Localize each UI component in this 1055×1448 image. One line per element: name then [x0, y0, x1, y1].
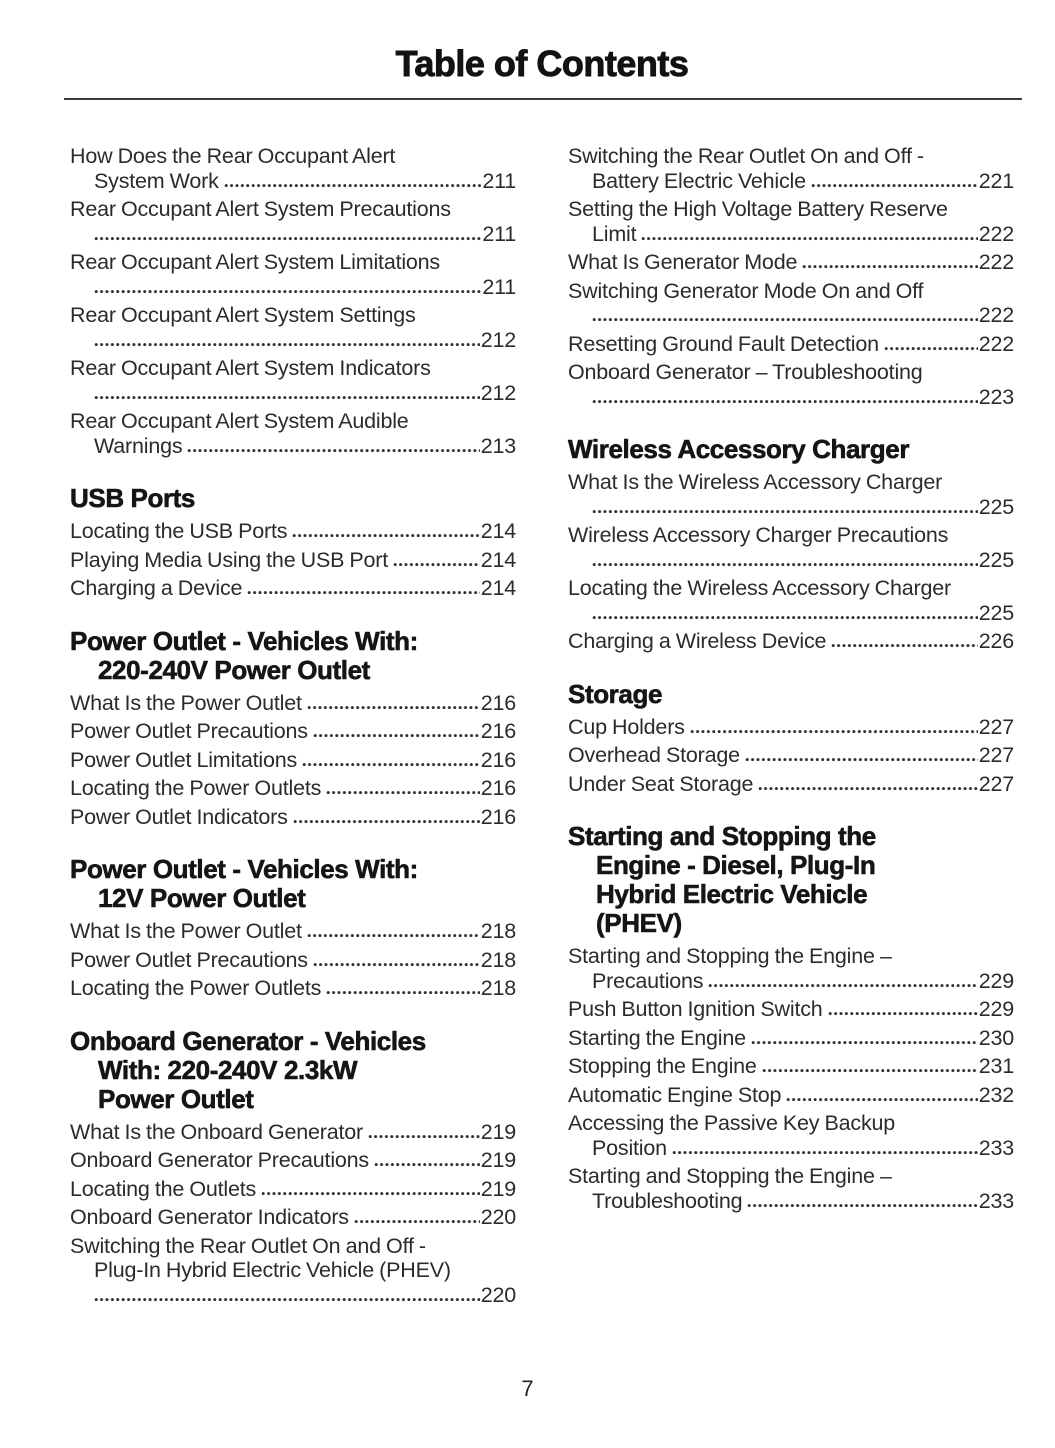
- entry-text: Power Outlet Precautions: [70, 947, 308, 972]
- dot-leader: [374, 1162, 480, 1167]
- entry-leader-line: [70, 748, 516, 773]
- entry-page-number: 214: [480, 547, 516, 572]
- entry-leader-line: [70, 948, 516, 973]
- entry-leader-line: [70, 576, 516, 601]
- dot-leader: [758, 786, 977, 791]
- entry-page-number: 231: [978, 1054, 1014, 1078]
- entry-leader-line: [568, 250, 1014, 275]
- dot-leader: [786, 1097, 977, 1102]
- entry-page-number: 219: [480, 1176, 516, 1201]
- toc-entry: [70, 1148, 516, 1173]
- dot-leader: [884, 346, 978, 351]
- section-heading-line: Engine - Diesel, Plug-In: [596, 850, 876, 880]
- entry-page-number: 227: [978, 714, 1014, 739]
- entry-page-number: 214: [480, 576, 516, 600]
- entry-leader-line: [568, 385, 1014, 410]
- entry-leader-line: [70, 169, 516, 194]
- page-title: Table of Contents: [395, 43, 689, 84]
- dot-leader: [94, 236, 481, 241]
- entry-text: Limit: [592, 221, 637, 246]
- section-heading-line: 220-240V Power Outlet: [98, 654, 370, 685]
- dot-leader: [261, 1191, 480, 1196]
- entry-page-number: 211: [482, 168, 516, 193]
- toc-entry: [70, 144, 516, 193]
- toc-entry: [70, 197, 516, 246]
- entry-leader-line: [568, 1189, 1014, 1214]
- entry-text: Push Button Ignition Switch: [568, 997, 823, 1021]
- section-heading-line: Power Outlet - Vehicles With:: [70, 854, 418, 884]
- toc-entry: [70, 1177, 516, 1202]
- entry-leader-line: [568, 601, 1014, 626]
- entry-page-number: 227: [978, 743, 1014, 767]
- entry-text: Precautions: [592, 968, 704, 993]
- dot-leader: [828, 1011, 978, 1016]
- dot-leader: [745, 757, 978, 762]
- entry-text: Resetting Ground Fault Detection: [568, 331, 879, 356]
- section-heading-line: Onboard Generator - Vehicles: [70, 1025, 426, 1056]
- entry-leader-line: [70, 776, 516, 801]
- entry-text-line: Starting and Stopping the Engine –: [568, 944, 892, 968]
- entry-leader-line: [568, 1026, 1014, 1051]
- entry-text: Onboard Generator Precautions: [70, 1148, 369, 1172]
- title-divider: [64, 98, 1022, 100]
- toc-entry: [70, 548, 516, 573]
- toc-entry: [568, 743, 1014, 768]
- entry-text: Starting the Engine: [568, 1025, 746, 1050]
- entry-text: Locating the Outlets: [70, 1176, 257, 1201]
- toc-entry: [70, 576, 516, 601]
- dot-leader: [811, 183, 978, 188]
- entry-page-number: 211: [482, 274, 516, 299]
- entry-page-number: 212: [480, 327, 516, 352]
- dot-leader: [307, 933, 480, 938]
- entry-page-number: 216: [480, 747, 516, 772]
- dot-leader: [94, 1297, 480, 1302]
- section-heading-line: 12V Power Outlet: [98, 883, 306, 913]
- dot-leader: [94, 342, 480, 347]
- entry-text-line: Onboard Generator – Troubleshooting: [568, 360, 923, 384]
- toc-entry: [568, 523, 1014, 572]
- toc-entry: [70, 1205, 516, 1230]
- toc-column-right: [568, 144, 1014, 1311]
- toc-entry: [568, 576, 1014, 625]
- dot-leader: [292, 533, 479, 538]
- entry-leader-line: [70, 434, 516, 459]
- entry-text-line: Rear Occupant Alert System Settings: [70, 303, 416, 327]
- dot-leader: [313, 733, 480, 738]
- entry-text-line: Rear Occupant Alert System Indicators: [70, 356, 431, 380]
- entry-text-line: Locating the Wireless Accessory Charger: [568, 576, 951, 600]
- entry-text: Power Outlet Indicators: [70, 804, 288, 829]
- dot-leader: [307, 705, 480, 710]
- entry-page-number: 211: [482, 221, 516, 246]
- toc-entry: [70, 919, 516, 944]
- entry-text: Stopping the Engine: [568, 1054, 757, 1078]
- entry-page-number: 225: [978, 547, 1014, 572]
- entry-page-number: 225: [978, 600, 1014, 625]
- section-heading-line: Power Outlet - Vehicles With:: [70, 625, 418, 656]
- dot-leader: [592, 562, 978, 567]
- toc-entry: [568, 997, 1014, 1022]
- entry-page-number: 230: [978, 1025, 1014, 1050]
- dot-leader: [302, 762, 480, 767]
- entry-leader-line: [70, 976, 516, 1001]
- section-heading: [70, 627, 516, 685]
- toc-entry: [568, 250, 1014, 275]
- entry-text: Charging a Wireless Device: [568, 629, 827, 653]
- entry-text: System Work: [94, 168, 219, 193]
- dot-leader: [187, 448, 479, 453]
- toc-entry: [568, 1054, 1014, 1079]
- toc-entry: [568, 944, 1014, 993]
- dot-leader: [762, 1068, 978, 1073]
- entry-leader-line: [568, 222, 1014, 247]
- entry-page-number: 214: [480, 519, 516, 543]
- toc-entry: [70, 805, 516, 830]
- entry-text: Automatic Engine Stop: [568, 1082, 782, 1107]
- entry-leader-line: [568, 997, 1014, 1022]
- entry-page-number: 219: [480, 1148, 516, 1172]
- toc-entry: [70, 356, 516, 405]
- section-heading: [70, 484, 516, 513]
- entry-page-number: 229: [978, 968, 1014, 993]
- entry-text-line: Starting and Stopping the Engine –: [568, 1164, 892, 1188]
- dot-leader: [747, 1203, 977, 1208]
- entry-text-line: Accessing the Passive Key Backup: [568, 1111, 896, 1135]
- entry-page-number: 216: [480, 776, 516, 800]
- entry-leader-line: [70, 1120, 516, 1145]
- entry-page-number: 212: [480, 380, 516, 405]
- toc-entry: [568, 629, 1014, 654]
- section-heading: [568, 435, 1014, 464]
- entry-page-number: 222: [978, 303, 1014, 327]
- dot-leader: [313, 962, 480, 967]
- entry-leader-line: [70, 1148, 516, 1173]
- entry-page-number: 221: [978, 168, 1014, 193]
- toc-entry: [568, 1083, 1014, 1108]
- entry-leader-line: [70, 519, 516, 544]
- toc-entry: [568, 279, 1014, 328]
- dot-leader: [592, 317, 978, 322]
- dot-leader: [293, 819, 480, 824]
- entry-page-number: 227: [978, 771, 1014, 796]
- dot-leader: [94, 395, 480, 400]
- toc-entry: [568, 1164, 1014, 1213]
- dot-leader: [94, 289, 481, 294]
- dot-leader: [592, 399, 978, 404]
- section-heading-line: Storage: [568, 678, 663, 709]
- toc-entry: [70, 1234, 516, 1308]
- entry-text: Power Outlet Limitations: [70, 747, 298, 772]
- entry-text-line: Wireless Accessory Charger Precautions: [568, 523, 949, 547]
- toc-entry: [70, 303, 516, 352]
- dot-leader: [354, 1219, 480, 1224]
- entry-leader-line: [568, 715, 1014, 740]
- entry-leader-line: [568, 743, 1014, 768]
- dot-leader: [641, 236, 977, 241]
- entry-text: Locating the Power Outlets: [70, 976, 322, 1000]
- dot-leader: [831, 643, 977, 648]
- entry-leader-line: [568, 548, 1014, 573]
- entry-leader-line: [70, 1283, 516, 1308]
- toc-entry: [568, 772, 1014, 797]
- entry-text-line: What Is the Wireless Accessory Charger: [568, 470, 943, 494]
- toc-columns: [70, 144, 1014, 1311]
- entry-page-number: 223: [978, 384, 1014, 409]
- entry-leader-line: [70, 919, 516, 944]
- entry-text: What Is Generator Mode: [568, 250, 798, 274]
- entry-leader-line: [568, 969, 1014, 994]
- toc-entry: [568, 715, 1014, 740]
- dot-leader: [672, 1150, 978, 1155]
- entry-leader-line: [70, 275, 516, 300]
- entry-text-line: Rear Occupant Alert System Precautions: [70, 197, 451, 221]
- section-heading-line: USB Ports: [70, 483, 195, 513]
- entry-text-line: How Does the Rear Occupant Alert: [70, 144, 396, 168]
- dot-leader: [224, 183, 482, 188]
- entry-page-number: 229: [978, 997, 1014, 1021]
- entry-leader-line: [70, 548, 516, 573]
- toc-entry: [70, 748, 516, 773]
- entry-leader-line: [568, 629, 1014, 654]
- entry-leader-line: [70, 328, 516, 353]
- dot-leader: [690, 729, 978, 734]
- section-heading-line: Power Outlet: [98, 1083, 254, 1114]
- toc-entry: [568, 470, 1014, 519]
- entry-text-line: Switching Generator Mode On and Off: [568, 278, 924, 303]
- dot-leader: [326, 790, 480, 795]
- section-heading-line: With: 220-240V 2.3kW: [98, 1054, 358, 1085]
- entry-page-number: 232: [978, 1082, 1014, 1107]
- entry-text-line: Rear Occupant Alert System Audible: [70, 409, 409, 433]
- entry-page-number: 216: [480, 804, 516, 829]
- entry-leader-line: [568, 1136, 1014, 1161]
- section-heading: [70, 1027, 516, 1114]
- toc-entry: [70, 948, 516, 973]
- entry-leader-line: [568, 495, 1014, 520]
- entry-text: Playing Media Using the USB Port: [70, 547, 389, 572]
- dot-leader: [592, 615, 978, 620]
- entry-text: Locating the Power Outlets: [70, 776, 322, 800]
- entry-text: Position: [592, 1135, 667, 1160]
- toc-column-left: [70, 144, 516, 1311]
- toc-entry: [70, 409, 516, 458]
- entry-text: Charging a Device: [70, 576, 243, 600]
- entry-text: Power Outlet Precautions: [70, 719, 308, 743]
- dot-leader: [802, 264, 978, 269]
- dot-leader: [326, 990, 480, 995]
- entry-page-number: 225: [978, 494, 1014, 519]
- entry-text-line: Rear Occupant Alert System Limitations: [70, 250, 440, 274]
- toc-entry: [568, 1026, 1014, 1051]
- entry-text: Battery Electric Vehicle: [592, 168, 806, 193]
- toc-entry: [70, 976, 516, 1001]
- section-heading-line: Wireless Accessory Charger: [568, 434, 910, 464]
- entry-text: Locating the USB Ports: [70, 519, 288, 543]
- entry-page-number: 218: [480, 919, 516, 943]
- toc-entry: [70, 719, 516, 744]
- toc-entry: [70, 776, 516, 801]
- entry-leader-line: [568, 772, 1014, 797]
- entry-text: What Is the Power Outlet: [70, 919, 302, 943]
- entry-leader-line: [70, 222, 516, 247]
- entry-leader-line: [568, 1054, 1014, 1079]
- entry-text: Overhead Storage: [568, 743, 740, 767]
- entry-page-number: 222: [978, 250, 1014, 274]
- entry-text: Onboard Generator Indicators: [70, 1205, 349, 1229]
- entry-page-number: 222: [978, 331, 1014, 356]
- section-heading-line: (PHEV): [596, 908, 682, 938]
- entry-text: What Is the Onboard Generator: [70, 1119, 363, 1144]
- dot-leader: [592, 509, 978, 514]
- toc-entry: [568, 144, 1014, 193]
- toc-entry: [70, 691, 516, 716]
- entry-page-number: 222: [978, 221, 1014, 246]
- entry-leader-line: [568, 169, 1014, 194]
- entry-text: Warnings: [94, 433, 183, 458]
- entry-page-number: 226: [978, 629, 1014, 653]
- toc-entry: [568, 197, 1014, 246]
- entry-page-number: 220: [480, 1282, 516, 1307]
- section-heading-line: Hybrid Electric Vehicle: [596, 879, 868, 909]
- entry-text-line: Setting the High Voltage Battery Reserve: [568, 197, 948, 221]
- page-number: 7: [521, 1376, 534, 1401]
- entry-text: Troubleshooting: [592, 1188, 743, 1213]
- entry-text-line: Switching the Rear Outlet On and Off -: [70, 1233, 426, 1258]
- entry-page-number: 233: [978, 1188, 1014, 1213]
- entry-text: Cup Holders: [568, 714, 685, 739]
- entry-leader-line: [70, 719, 516, 744]
- section-heading-line: Starting and Stopping the: [568, 821, 876, 851]
- dot-leader: [751, 1040, 978, 1045]
- entry-leader-line: [568, 332, 1014, 357]
- entry-page-number: 219: [480, 1119, 516, 1144]
- section-heading: [568, 822, 1014, 938]
- entry-page-number: 220: [480, 1205, 516, 1229]
- dot-leader: [247, 590, 479, 595]
- toc-entry: [70, 519, 516, 544]
- section-heading: [70, 855, 516, 913]
- entry-page-number: 233: [978, 1135, 1014, 1160]
- dot-leader: [368, 1134, 480, 1139]
- entry-text-line: Plug-In Hybrid Electric Vehicle (PHEV): [94, 1258, 451, 1282]
- dot-leader: [708, 983, 977, 988]
- entry-text: What Is the Power Outlet: [70, 690, 302, 715]
- entry-leader-line: [568, 303, 1014, 328]
- toc-entry: [568, 360, 1014, 409]
- entry-page-number: 218: [480, 976, 516, 1000]
- entry-leader-line: [70, 691, 516, 716]
- toc-entry: [70, 250, 516, 299]
- entry-leader-line: [568, 1083, 1014, 1108]
- section-heading: [568, 680, 1014, 709]
- entry-page-number: 216: [480, 719, 516, 743]
- entry-page-number: 218: [480, 947, 516, 972]
- entry-leader-line: [70, 805, 516, 830]
- entry-page-number: 216: [480, 690, 516, 715]
- entry-page-number: 213: [480, 433, 516, 458]
- toc-entry: [70, 1120, 516, 1145]
- entry-leader-line: [70, 1205, 516, 1230]
- toc-entry: [568, 1111, 1014, 1160]
- entry-leader-line: [70, 381, 516, 406]
- entry-text: Under Seat Storage: [568, 771, 754, 796]
- dot-leader: [393, 562, 480, 567]
- entry-text-line: Switching the Rear Outlet On and Off -: [568, 144, 924, 168]
- toc-entry: [568, 332, 1014, 357]
- entry-leader-line: [70, 1177, 516, 1202]
